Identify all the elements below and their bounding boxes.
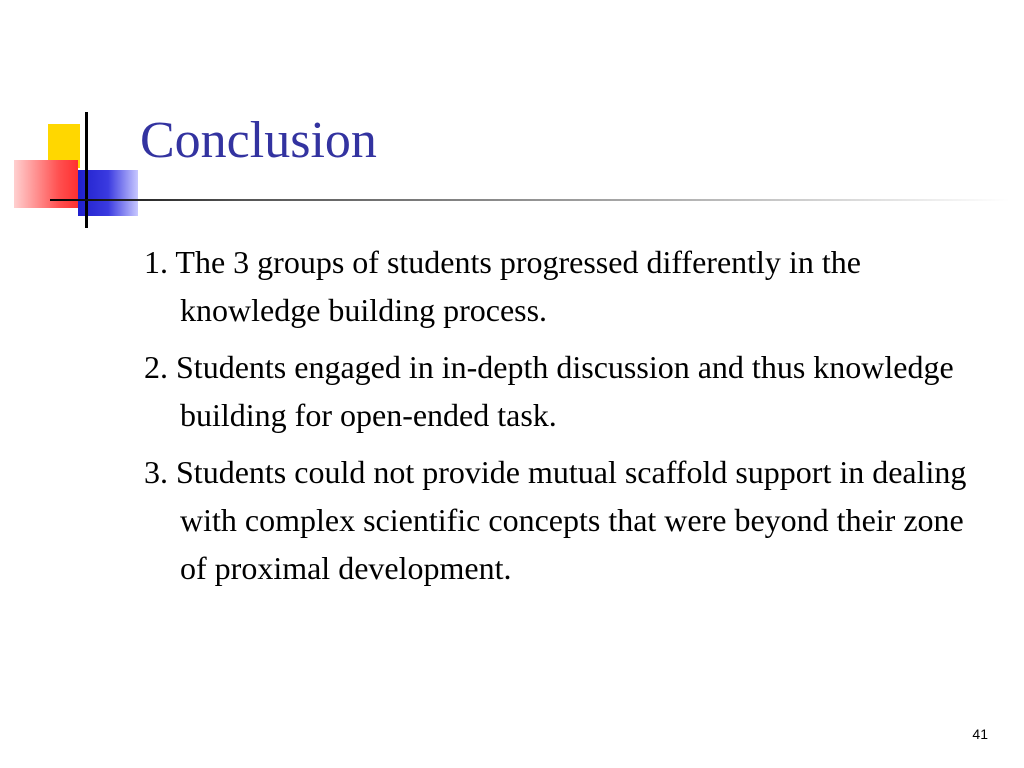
- page-number: 41: [972, 726, 988, 742]
- conclusion-list: [144, 238, 994, 601]
- title-underline: [50, 199, 1010, 201]
- vertical-line-decoration: [85, 112, 88, 228]
- conclusion-item-3: 3. Students could not provide mutual scaffold support in dealing with complex scientific concepts that were beyond their zone of proximal development.: [144, 454, 967, 586]
- slide-title: Conclusion: [140, 112, 377, 169]
- conclusion-item-1: 1. The 3 groups of students progressed differently in the knowledge building process.: [144, 244, 861, 328]
- decorative-logo: [0, 0, 140, 240]
- conclusion-item-2: 2. Students engaged in in-depth discussion and thus knowledge building for open-ended task.: [144, 349, 954, 433]
